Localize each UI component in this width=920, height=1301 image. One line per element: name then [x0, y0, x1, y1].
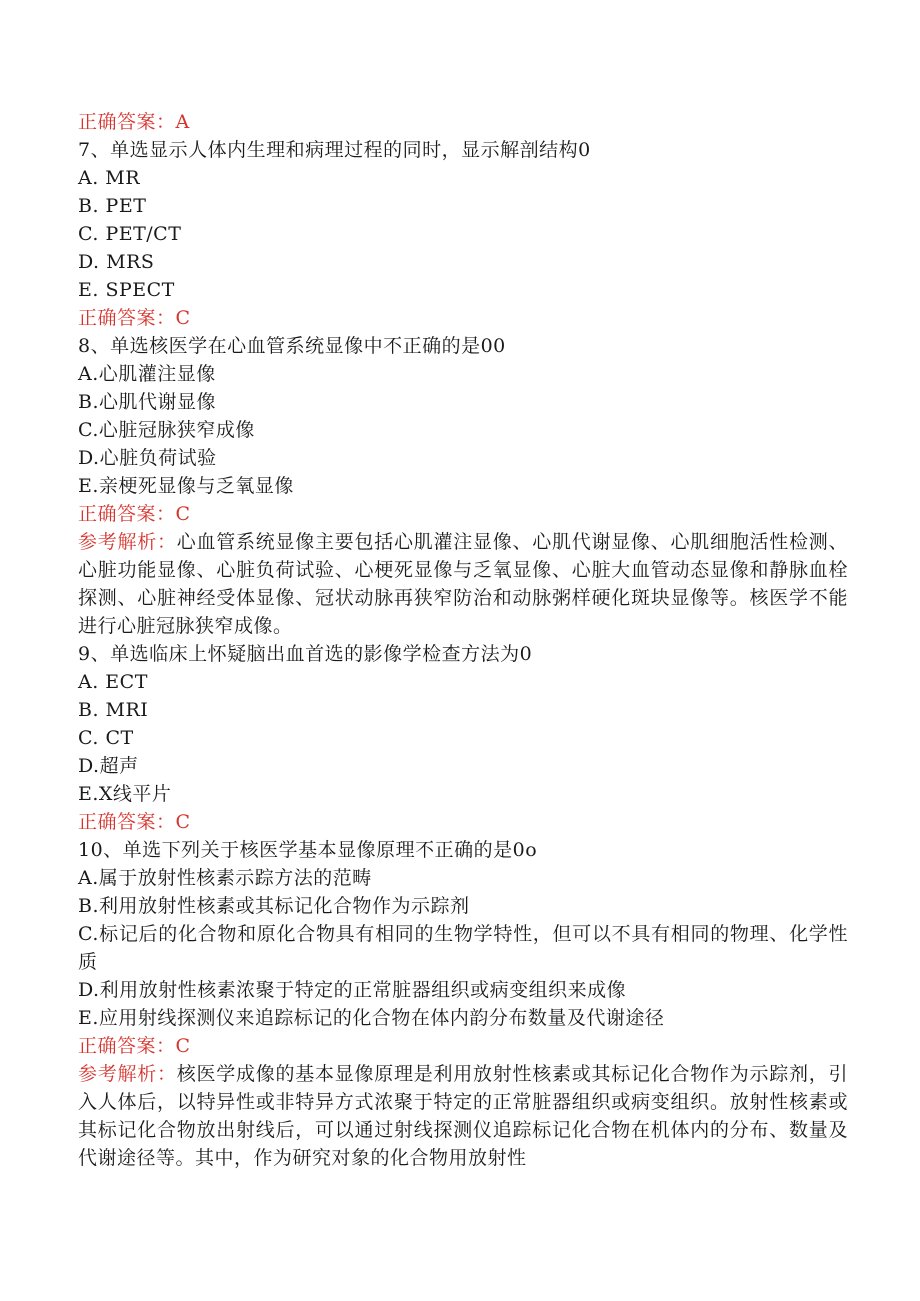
question-9: 9、单选临床上怀疑脑出血首选的影像学检查方法为0 — [78, 643, 533, 665]
answer-line-8 — [78, 500, 848, 528]
question-8: 8、单选核医学在心血管系统显像中不正确的是00 — [78, 335, 506, 357]
option-9b: B. MRI — [78, 699, 149, 721]
option-7e: E. SPECT — [78, 279, 175, 301]
answer-label: 正确答案： — [78, 111, 176, 133]
option-8a: A.心肌灌注显像 — [78, 363, 216, 385]
question-10: 10、单选下列关于核医学基本显像原理不正确的是0o — [78, 839, 538, 861]
document-page — [78, 108, 848, 1172]
analysis-label: 参考解析： — [78, 531, 177, 553]
answer-value: A — [175, 111, 190, 133]
answer-line — [78, 108, 848, 136]
question-7: 7、单选显示人体内生理和病理过程的同时，显示解剖结构0 — [78, 139, 591, 161]
answer-value: C — [175, 811, 191, 833]
option-10a: A.属于放射性核素示踪方法的范畴 — [78, 867, 372, 889]
option-10c: C.标记后的化合物和原化合物具有相同的生物学特性，但可以不具有相同的物理、化学性质 — [78, 923, 848, 973]
analysis-text: 心血管系统显像主要包括心肌灌注显像、心肌代谢显像、心肌细胞活性检测、心脏功能显像、心脏负荷试验、心梗死显像与乏氧显像、心脏大血管动态显像和静脉血栓探测、心脏神经受体显像、冠状动脉再狭窄防治和动脉粥样硬化斑块显像等。核医学不能进行心脏冠脉狭窄成像。 — [78, 531, 848, 637]
answer-value: C — [175, 1035, 191, 1057]
answer-value: C — [175, 503, 191, 525]
option-9a: A. ECT — [78, 671, 148, 693]
option-7b: B. PET — [78, 195, 147, 217]
analysis-8 — [78, 528, 848, 640]
option-10e: E.应用射线探测仪来追踪标记的化合物在体内韵分布数量及代谢途径 — [78, 1007, 665, 1029]
answer-line-9 — [78, 808, 848, 836]
answer-label: 正确答案： — [78, 503, 176, 525]
option-7d: D. MRS — [78, 251, 155, 273]
answer-line-10 — [78, 1032, 848, 1060]
option-9e: E.X线平片 — [78, 783, 172, 805]
option-9d: D.超声 — [78, 755, 139, 777]
answer-label: 正确答案： — [78, 811, 176, 833]
answer-label: 正确答案： — [78, 1035, 176, 1057]
answer-label: 正确答案： — [78, 307, 176, 329]
option-8e: E.亲梗死显像与乏氧显像 — [78, 475, 294, 497]
option-10d: D.利用放射性核素浓聚于特定的正常脏器组织或病变组织来成像 — [78, 979, 627, 1001]
option-10b: B.利用放射性核素或其标记化合物作为示踪剂 — [78, 895, 470, 917]
option-9c: C. CT — [78, 727, 134, 749]
option-8b: B.心肌代谢显像 — [78, 391, 217, 413]
answer-line-7 — [78, 304, 848, 332]
option-8c: C.心脏冠脉狭窄成像 — [78, 419, 255, 441]
analysis-text: 核医学成像的基本显像原理是利用放射性核素或其标记化合物作为示踪剂，引入人体后，以特异性或非特异方式浓聚于特定的正常脏器组织或病变组织。放射性核素或其标记化合物放出射线后，可以通过射线探测仪追踪标记化合物在机体内的分布、数量及代谢途径等。其中，作为研究对象的化合物用放射性 — [78, 1063, 848, 1169]
option-8d: D.心脏负荷试验 — [78, 447, 217, 469]
option-7a: A. MR — [78, 167, 141, 189]
answer-value: C — [175, 307, 191, 329]
analysis-label: 参考解析： — [78, 1063, 177, 1085]
analysis-10 — [78, 1060, 848, 1172]
option-7c: C. PET/CT — [78, 223, 182, 245]
